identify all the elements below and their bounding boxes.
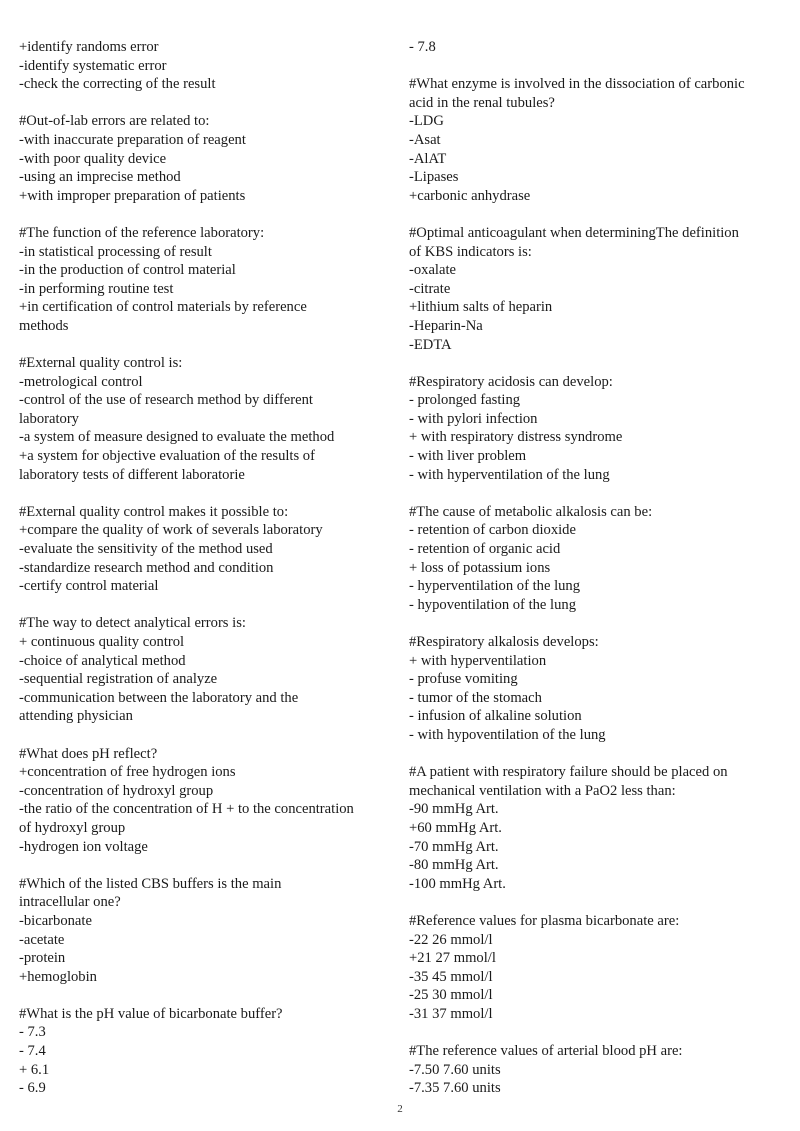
answer-line: -31 37 mmol/l: [409, 1005, 493, 1022]
answer-line: -LDG: [409, 113, 444, 130]
answer-line: intracellular one?: [19, 894, 121, 911]
answer-line: +60 mmHg Art.: [409, 819, 502, 836]
answer-line: -Asat: [409, 131, 441, 148]
question-text: #The reference values of arterial blood pH are:: [409, 1043, 683, 1060]
answer-line: - with pylori infection: [409, 410, 538, 427]
question-text: #Out-of-lab errors are related to:: [19, 113, 210, 130]
answer-line: + continuous quality control: [19, 634, 185, 650]
answer-line: - 7.4: [19, 1043, 46, 1060]
answer-line: of hydroxyl group: [19, 819, 126, 836]
block-spacer: [409, 614, 785, 633]
answer-line: + loss of potassium ions: [409, 559, 551, 576]
question-text: #What is the pH value of bicarbonate buffer?: [19, 1005, 283, 1022]
block-spacer: [19, 94, 395, 113]
question-text: #What enzyme is involved in the dissociation of carbonic: [409, 76, 745, 93]
block-spacer: [19, 856, 395, 875]
question-text: #Respiratory acidosis can develop:: [409, 373, 613, 390]
answer-line: -the ratio of the concentration of H + to the concentration: [19, 801, 354, 818]
answer-line: of KBS indicators is:: [409, 243, 532, 260]
answer-line: +lithium salts of heparin: [409, 299, 553, 316]
page-number: 2: [397, 1103, 403, 1115]
answer-line: - with hypoventilation of the lung: [409, 726, 606, 743]
answer-line: - hypoventilation of the lung: [409, 596, 576, 613]
answer-line: + with respiratory distress syndrome: [409, 429, 623, 446]
answer-line: -in the production of control material: [19, 262, 236, 279]
answer-line: -citrate: [409, 280, 451, 297]
answer-line: -in performing routine test: [19, 280, 174, 297]
answer-line: laboratory tests of different laboratorie: [19, 466, 245, 483]
question-text: #The function of the reference laboratory:: [19, 224, 265, 241]
answer-line: + with hyperventilation: [409, 652, 547, 669]
question-text: #External quality control is:: [19, 355, 183, 372]
block-spacer: [409, 57, 785, 76]
answer-line: - 7.8: [409, 39, 436, 55]
answer-line: -90 mmHg Art.: [409, 801, 499, 818]
answer-line: -metrological control: [19, 373, 143, 390]
answer-line: + 6.1: [19, 1061, 50, 1078]
answer-line: -a system of measure designed to evaluate the method: [19, 429, 335, 446]
answer-line: - tumor of the stomach: [409, 689, 542, 706]
answer-line: +in certification of control materials by reference: [19, 299, 307, 316]
answer-line: - with hyperventilation of the lung: [409, 466, 610, 483]
answer-line: -80 mmHg Art.: [409, 857, 499, 874]
answer-line: -check the correcting of the result: [19, 76, 216, 93]
answer-line: -in statistical processing of result: [19, 243, 212, 260]
answer-line: -oxalate: [409, 262, 456, 279]
answer-line: -Lipases: [409, 169, 459, 186]
answer-line: -bicarbonate: [19, 912, 92, 929]
answer-line: mechanical ventilation with a PaO2 less than:: [409, 782, 676, 799]
answer-line: - 6.9: [19, 1080, 46, 1097]
answer-line: - retention of organic acid: [409, 541, 561, 558]
answer-line: -concentration of hydroxyl group: [19, 782, 214, 799]
answer-line: -with poor quality device: [19, 150, 167, 167]
answer-line: -certify control material: [19, 578, 159, 595]
answer-line: -100 mmHg Art.: [409, 875, 506, 892]
answer-line: - retention of carbon dioxide: [409, 522, 576, 539]
answer-line: - prolonged fasting: [409, 392, 521, 409]
block-spacer: [409, 354, 785, 373]
answer-line: acid in the renal tubules?: [409, 94, 555, 111]
answer-line: -AlAT: [409, 150, 447, 167]
block-spacer: [409, 893, 785, 912]
answer-line: - with liver problem: [409, 448, 527, 465]
answer-line: -sequential registration of analyze: [19, 671, 218, 688]
block-spacer: [409, 205, 785, 224]
answer-line: -control of the use of research method by different: [19, 392, 313, 409]
answer-line: -acetate: [19, 931, 65, 948]
answer-line: +a system for objective evaluation of the results of: [19, 448, 315, 465]
answer-line: +hemoglobin: [19, 968, 97, 985]
question-text: #Which of the listed CBS buffers is the main: [19, 875, 282, 892]
answer-line: +concentration of free hydrogen ions: [19, 764, 236, 781]
question-text: #The way to detect analytical errors is:: [19, 615, 246, 632]
answer-line: -35 45 mmol/l: [409, 968, 493, 985]
question-text: #Optimal anticoagulant when determiningThe definition: [409, 224, 739, 241]
left-column: [19, 38, 395, 1098]
answer-line: -7.50 7.60 units: [409, 1061, 501, 1078]
answer-line: -hydrogen ion voltage: [19, 838, 148, 855]
answer-line: methods: [19, 317, 69, 334]
question-text: #Reference values for plasma bicarbonate are:: [409, 912, 680, 929]
answer-line: +21 27 mmol/l: [409, 950, 496, 967]
block-spacer: [409, 745, 785, 764]
right-column: [409, 38, 785, 1098]
answer-line: laboratory: [19, 410, 79, 427]
answer-line: -protein: [19, 950, 66, 967]
block-spacer: [409, 1023, 785, 1042]
block-spacer: [19, 726, 395, 745]
block-spacer: [19, 484, 395, 503]
question-text: #Respiratory alkalosis develops:: [409, 634, 599, 650]
answer-line: -with inaccurate preparation of reagent: [19, 131, 246, 148]
answer-line: -Heparin-Na: [409, 317, 483, 334]
question-text: #External quality control makes it possible to:: [19, 503, 289, 520]
answer-line: - 7.3: [19, 1024, 46, 1041]
answer-line: +identify randoms error: [19, 39, 159, 55]
answer-line: -7.35 7.60 units: [409, 1080, 501, 1097]
question-text: #The cause of metabolic alkalosis can be:: [409, 503, 653, 520]
answer-line: -25 30 mmol/l: [409, 987, 493, 1004]
block-spacer: [19, 205, 395, 224]
answer-line: -22 26 mmol/l: [409, 931, 493, 948]
answer-line: - infusion of alkaline solution: [409, 708, 582, 725]
answer-line: - profuse vomiting: [409, 671, 518, 688]
question-text: #A patient with respiratory failure should be placed on: [409, 764, 728, 781]
answer-line: -using an imprecise method: [19, 169, 181, 186]
answer-line: -EDTA: [409, 336, 452, 353]
block-spacer: [19, 336, 395, 355]
answer-line: -identify systematic error: [19, 57, 167, 74]
answer-line: +compare the quality of work of severals laboratory: [19, 522, 323, 539]
answer-line: +carbonic anhydrase: [409, 187, 531, 204]
answer-line: -evaluate the sensitivity of the method used: [19, 541, 273, 558]
answer-line: +with improper preparation of patients: [19, 187, 246, 204]
block-spacer: [19, 596, 395, 615]
answer-line: -communication between the laboratory and the: [19, 689, 299, 706]
question-text: #What does pH reflect?: [19, 745, 158, 762]
answer-line: attending physician: [19, 708, 133, 725]
answer-line: - hyperventilation of the lung: [409, 578, 581, 595]
answer-line: -choice of analytical method: [19, 652, 186, 669]
answer-line: -70 mmHg Art.: [409, 838, 499, 855]
answer-line: -standardize research method and condition: [19, 559, 274, 576]
block-spacer: [19, 986, 395, 1005]
block-spacer: [409, 484, 785, 503]
